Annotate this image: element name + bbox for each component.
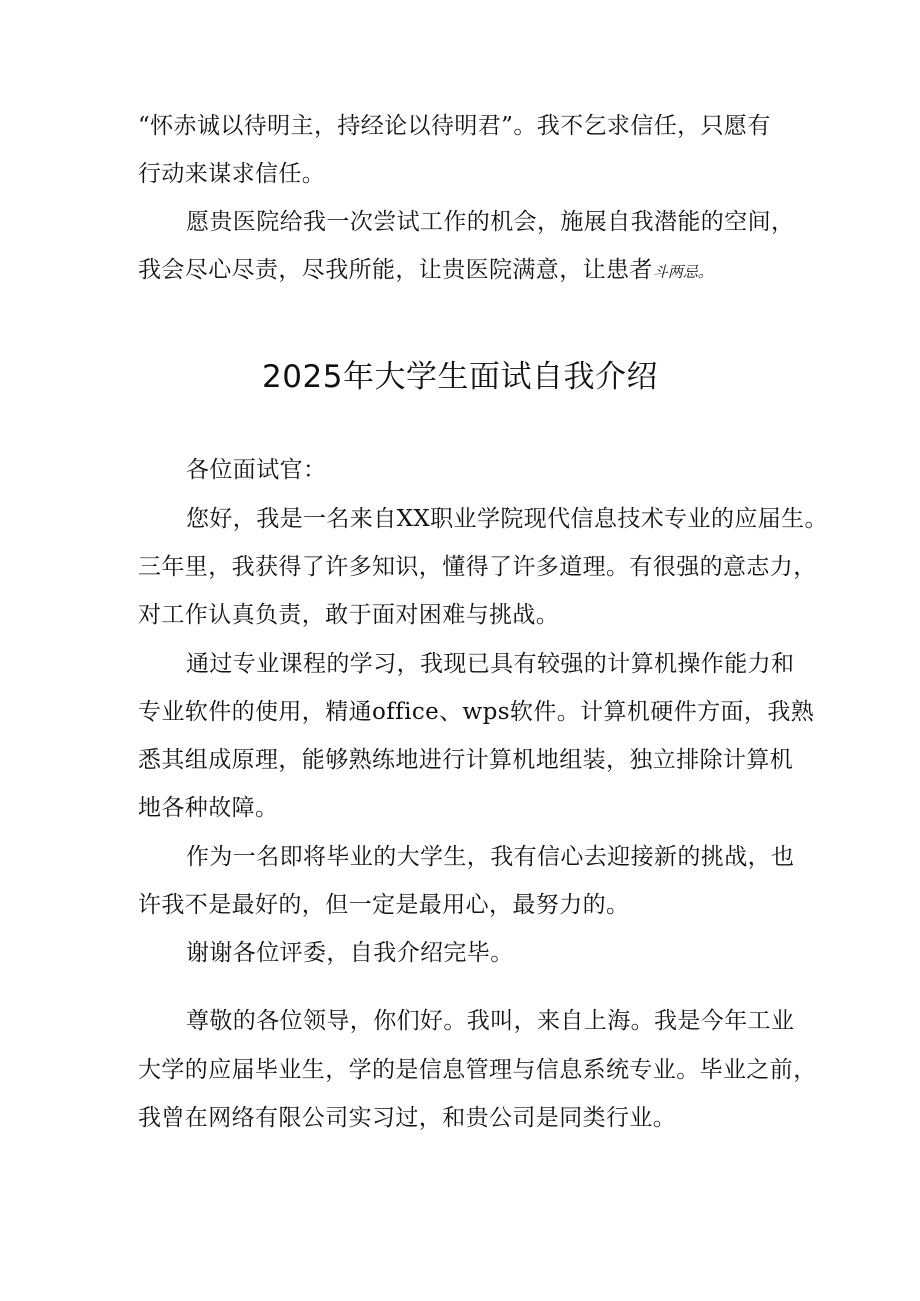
paragraph-line: 地各种故障。	[138, 795, 279, 821]
paragraph-line: 通过专业课程的学习，我现已具有较强的计算机操作能力和	[186, 651, 795, 677]
prev-paragraph-line-4-text: 我会尽心尽责，尽我所能，让贵医院满意，让患者	[138, 257, 653, 283]
closing-line: 谢谢各位评委，自我介绍完毕。	[186, 940, 514, 966]
paragraph-line: 三年里，我获得了许多知识，懂得了许多道理。有很强的意志力，	[138, 554, 817, 580]
paragraph-line: 专业软件的使用，精通office、wps软件。计算机硬件方面，我熟	[138, 699, 815, 725]
paragraph-line: 悉其组成原理，能够熟练地进行计算机地组装，独立排除计算机	[138, 747, 794, 773]
paragraph-line: 我曾在网络有限公司实习过，和贵公司是同类行业。	[138, 1105, 677, 1131]
prev-paragraph-line-2: 行动来谋求信任。	[138, 161, 326, 187]
paragraph-line: 作为一名即将毕业的大学生，我有信心去迎接新的挑战，也	[186, 844, 795, 870]
greeting-line: 各位面试官：	[186, 457, 327, 483]
paragraph-line: 您好，我是一名来自XX职业学院现代信息技术专业的应届生。	[186, 506, 828, 532]
prev-paragraph-line-3: 愿贵医院给我一次尝试工作的机会，施展自我潜能的空间，	[186, 209, 795, 235]
prev-paragraph-line-4	[138, 255, 713, 285]
prev-paragraph-line-4-tail: 斗两忌。	[652, 263, 713, 281]
prev-paragraph-line-1: “怀赤诚以待明主，持经论以待明君”。我不乞求信任，只愿有	[138, 113, 771, 139]
paragraph-line: 大学的应届毕业生，学的是信息管理与信息系统专业。毕业之前，	[138, 1057, 817, 1083]
paragraph-line: 对工作认真负责，敢于面对困难与挑战。	[138, 602, 560, 628]
paragraph-line: 尊敬的各位领导，你们好。我叫，来自上海。我是今年工业	[186, 1008, 795, 1034]
paragraph-line: 许我不是最好的，但一定是最用心，最努力的。	[138, 892, 630, 918]
page-title: 2025年大学生面试自我介绍	[262, 359, 658, 395]
